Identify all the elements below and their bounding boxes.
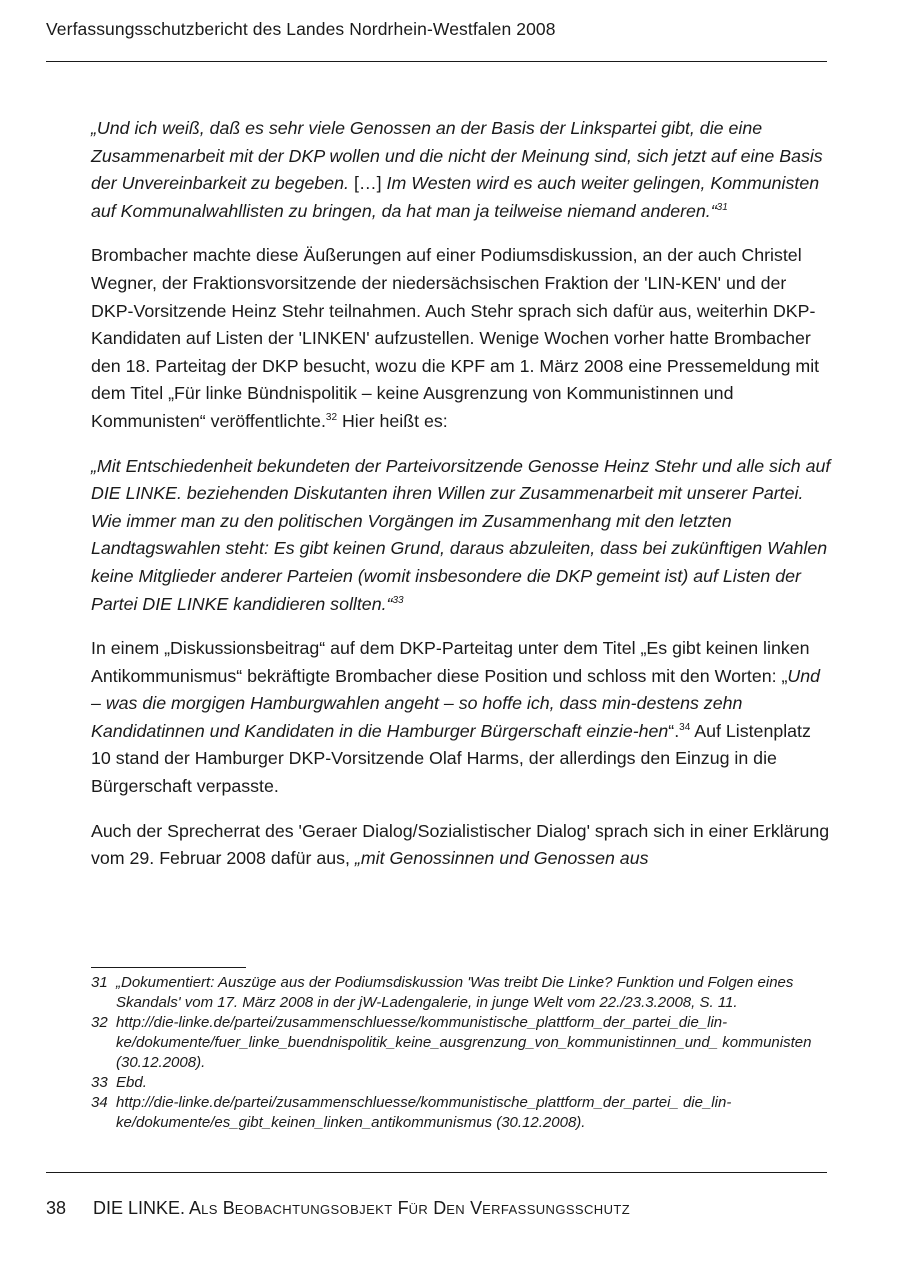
footnote-ref-34: 34 — [679, 721, 691, 733]
footnote-divider — [91, 967, 246, 968]
footer-word: FÜR — [397, 1198, 429, 1218]
quote-kpf-pressemeldung: „Mit Entschiedenheit bekundeten der Parteivorsitzende Genosse Heinz Stehr und alle sich auf DIE LINKE. beziehenden Diskutanten ihren Willen zur Zusammenarbeit mit unserer Partei. Wie immer man zu den politischen Vorgängen im Zusammenhang mit den letzten Landtagswahlen steht: Es gibt keinen Grund, daraus abzuleiten, dass bei zukünftigen Wahlen keine Mitglieder anderer Parteien (womit insbesondere die DKP gemeint ist) auf Listen der Partei DIE LINKE kandidieren sollten.“$^{33}$ — [91, 455, 831, 614]
page-footer — [46, 1198, 630, 1219]
footer-divider — [46, 1172, 827, 1173]
paragraph-sprecherrat: Auch der Sprecherrat des 'Geraer Dialog/Sozialistischer Dialog' sprach sich in einer Erklärung vom 29. Februar 2008 dafür aus, „mit Genossinnen und Genossen aus — [91, 820, 830, 869]
paragraph-diskussionsbeitrag: In einem „Diskussionsbeitrag“ auf dem DKP-Parteitag unter dem Titel „Es gibt keinen linken Antikommunismus“ bekräftigte Brombacher diese Position und schloss mit den Worten: „Und – was die morgigen Hamburgwahlen angeht – so hoffe ich, dass min-destens zehn Kandidatinnen und Kandidaten in die Hamburger Bürgerschaft einzie-hen“.$^{34}$ Auf Listenplatz 10 stand der Hamburger DKP-Vorsitzende Olaf Harms, der allerdings den Einzug in die Bürgerschaft verpasste. — [91, 638, 821, 797]
footer-word: ALS — [189, 1198, 218, 1218]
footnote-31: 31 „Dokumentiert: Auszüge aus der Podiumsdiskussion 'Was treibt Die Linke? Funktion und Folgen eines Skandals' vom 17. März 2008 in der jW-Ladengalerie, in junge Welt vom 22./23.3.2008, S. 11. — [91, 974, 794, 1011]
running-title: Verfassungsschutzbericht des Landes Nordrhein-Westfalen 2008 — [46, 19, 556, 39]
footnote-34: 34 http://die-linke.de/partei/zusammenschluesse/kommunistische_plattform_der_partei_ die_lin-ke/dokumente/es_gibt_keinen_linken_antikommunismus (30.12.2008). — [91, 1094, 732, 1131]
footnote-ref-32: 32 — [325, 411, 338, 423]
footer-word: VERFASSUNGSSCHUTZ — [470, 1198, 631, 1218]
footnotes — [91, 973, 831, 1133]
footer-word: DEN — [433, 1198, 466, 1218]
quote-brombacher: „Und ich weiß, daß es sehr viele Genossen an der Basis der Linkspartei gibt, die eine Zusammenarbeit mit der DKP wollen und die nicht der Meinung sind, sich jetzt auf eine Basis der Unvereinbarkeit zu begeben. […] Im Westen wird es auch weiter gelingen, Kommunisten auf Kommunalwahllisten zu bringen, da hat man ja teilweise niemand anderen.“$^{31}$ — [91, 118, 823, 221]
footer-title: DIE LINKE. — [93, 1198, 186, 1218]
footnote-ref-31: 31 — [716, 201, 728, 213]
main-text — [91, 115, 831, 890]
page-number: 38 — [46, 1198, 67, 1218]
footnote-32: 32 http://die-linke.de/partei/zusammenschluesse/kommunistische_plattform_der_partei_die_lin-ke/dokumente/fuer_linke_buendnispolitik_keine_ausgrenzung_von_kommunistinnen_und_ kommunisten (30.12.2008). — [91, 1014, 812, 1071]
footnote-ref-33: 33 — [392, 594, 404, 606]
page-header — [46, 19, 826, 40]
paragraph-podiumsdiskussion: Brombacher machte diese Äußerungen auf einer Podiumsdiskussion, an der auch Christel Wegner, der Fraktionsvorsitzende der niedersächsischen Fraktion der 'LIN-KEN' und der DKP-Vorsitzende Heinz Stehr teilnahmen. Auch Stehr sprach sich dafür aus, weiterhin DKP-Kandidaten auf Listen der 'LINKEN' aufzustellen. Wenige Wochen vorher hatte Brombacher den 18. Parteitag der DKP besucht, wozu die KPF am 1. März 2008 eine Pressemeldung mit dem Titel „Für linke Bündnispolitik – keine Ausgrenzung von Kommunistinnen und Kommunisten“ veröffentlichte.$^{32}$ Hier heißt es: — [91, 245, 820, 431]
footnote-33: 33 Ebd. — [91, 1074, 147, 1091]
footer-word: BEOBACHTUNGSOBJEKT — [222, 1198, 393, 1218]
header-divider — [46, 61, 827, 62]
